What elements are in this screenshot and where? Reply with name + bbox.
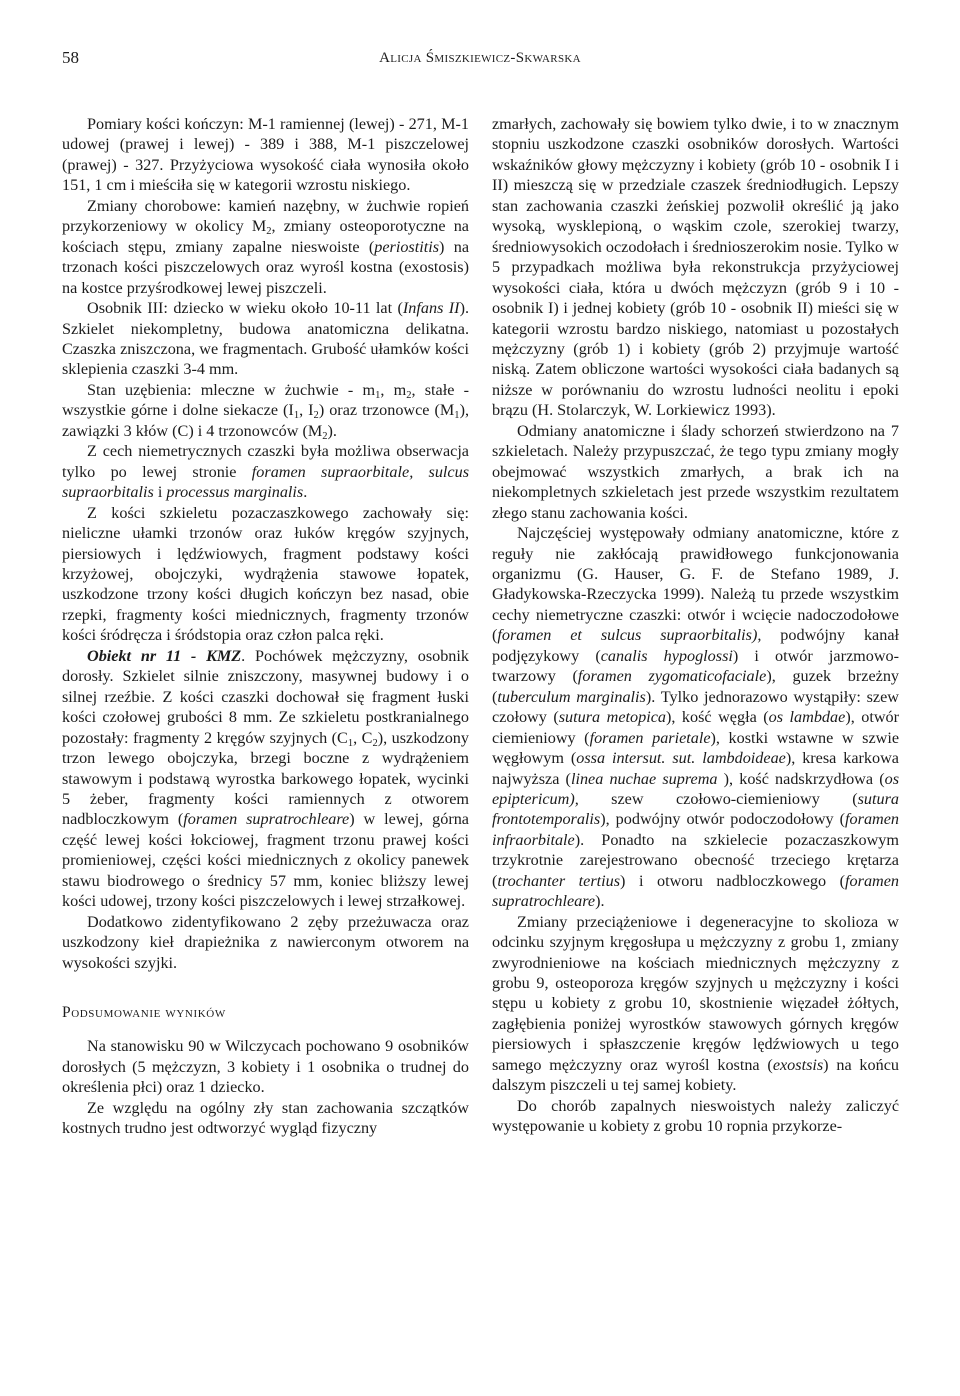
paragraph: Obiekt nr 11 - KMZ. Pochówek mężczyzny, osobnik dorosły. Szkielet silnie zniszczony, masywnej budowy i o silnej rzeźbie. Z kości czaszki dochował się fragment łuski kości czołowej grubości 8 mm. Ze szkieletu postkranialnego pozostały: fragmenty 2 kręgów szyjnych ($C_1$, $C_2$), uszkodzony trzon lewego obojczyka, brzegi boczne z wydrążeniem stawowym i podstawą wyrostka barkowego łopatek, wycinki 5 żeber, fragmenty kości ramiennych z otworem nadbloczkowym (foramen supratrochleare) w lewej, górna część lewej kości łokciowej, fragment trzonu prawej kości promieniowej, części kości miednicznych z okolicy panewek stawu biodrowego o średnicy 57 mm, koniec bliższy lewej kości udowej, trzony kości piszczelowych i lewej strzałkowej. xyxy=(62,646,469,911)
paragraph: Pomiary kości kończyn: M-1 ramiennej (lewej) - 271, M-1 udowej (prawej i lewej) - 389 i 388, M-1 piszczelowej (prawej) - 327. Przyżyciowa wysokość ciała wynosiła około 151, 1 cm i mieściła się w kategorii wzrostu niskiego. xyxy=(62,115,469,195)
paragraph: Dodatkowo zidentyfikowano 2 zęby przeżuwacza oraz uszkodzony kieł drapieżnika z nawierconym otworem na wysokości szyjki. xyxy=(62,912,469,972)
paragraph: Z cech niemetrycznych czaszki była możliwa obserwacja tylko po lewej stronie foramen supraorbitale, sulcus supraorbitalis i processus marginalis. xyxy=(62,442,470,502)
page-number: 58 xyxy=(62,48,79,67)
paragraph: Stan uzębienia: mleczne w żuchwie - $m_1$, $m_2$, stałe - wszystkie górne i dolne siekacze ($I_1$, $I_2$) oraz trzonowce $(M_1)$, zawiązki 3 kłów (C) i 4 trzonowców $(M_2)$. xyxy=(62,380,469,442)
paragraph: Z kości szkieletu pozaczaszkowego zachowały się: nieliczne ułamki trzonów oraz łuków kręgów szyjnych, piersiowych i lędźwiowych, fragment podstawy kości krzyżowej, obojczyki, wydrążenia stawowe łopatek, uszkodzone trzony kości długich kończyn bez nasad, obie rzepki, fragmenty kości miednicznych, fragmenty trzonów kości śródręcza i śródstopia oraz człon palca ręki. xyxy=(62,503,469,645)
paragraph: Najczęściej występowały odmiany anatomiczne, które z reguły nie zakłócają prawidłowego funkcjonowania organizmu (G. Hauser, G. F. de Stefano 1989, J. Gładykowska-Rzeczycka 1999). Należą tu przede wszystkim cechy niemetryczne czaszki: otwór i wcięcie nadoczodołowe (foramen et sulcus supraorbitalis), podwójny kanał podjęzykowy (canalis hypoglossi) i otwór jarzmowo-twarzowy (foramen zygomaticofaciale), guzek brzeżny (tuberculum marginalis). Tylko jednorazowo wystąpiły: szew czołowy (sutura metopica), kość węgła (os lambdae), otwór ciemieniowy (foramen parietale), kostki wstawne w szwie węgłowym (ossa intersut. sut. lambdoideae), kresa karkowa najwyższa (linea nuchae suprema ), kość nadskrzydłowa (os epiptericum), szew czołowo-ciemieniowy (sutura frontotemporalis), podwójny otwór podoczodołowy (foramen infraorbitale). Ponadto na szkielecie pozaczaszkowym trzykrotnie zarejestrowano obecność trzeciego krętarza (trochanter tertius) i otworu nadbloczkowego (foramen supratrochleare). xyxy=(492,524,900,911)
paragraph: Na stanowisku 90 w Wilczycach pochowano 9 osobników dorosłych (5 mężczyzn, 3 kobiety i 1 osobnika o trudnej do określenia płci) oraz 1 dziecko. xyxy=(62,1037,469,1097)
section-heading: Podsumowanie wyników xyxy=(62,1004,226,1022)
paragraph: zmarłych, zachowały się bowiem tylko dwie, i to w znacznym stopniu uszkodzone czaszki osobników dorosłych. Wartości wskaźników głowy mężczyzny i kobiety (grób 10 - osobnik I i II) mieszczą się w przedziale czaszek średniodługich. Lepszy stan zachowania czaszki żeńskiej pozwolił określić ją jako wysoką, wysklepioną, o wąskim czole, szerokiej twarzy, średniowysokich oczodołach i średnioszerokim nosie. Tylko w 5 przypadkach możliwa była rekonstrukcja przyżyciowej wysokości ciała, która u dwóch mężczyzn (grób 9 i 10 - osobnik I) i jednej kobiety (grób 10 - osobnik II) mieści się w kategorii wzrostu bardzo niskiego, natomiast u pozostałych mężczyzny (grób 1) i kobiety (grób 2) przyjmuje wartość niską. Zatem obliczone wartości wysokości ciała badanych są niższe w porównaniu do wzrostu ludności neolitu i epoki brązu (H. Stolarczyk, W. Lorkiewicz 1993). xyxy=(492,115,899,420)
paragraph: Osobnik III: dziecko w wieku około 10-11 lat (Infans II). Szkielet niekompletny, budowa anatomiczna delikatna. Czaszka zniszczona, we fragmentach. Grubość ułamków kości sklepienia czaszki 3-4 mm. xyxy=(62,299,469,379)
right-column xyxy=(492,114,899,1137)
left-column xyxy=(62,114,469,1139)
paragraph: Do chorób zapalnych nieswoistych należy zaliczyć występowanie u kobiety z grobu 10 ropnia przykorze- xyxy=(492,1096,899,1136)
paragraph: Ze względu na ogólny zły stan zachowania szczątków kostnych trudno jest odtworzyć wygląd fizyczny xyxy=(62,1098,469,1138)
paragraph: Zmiany przeciążeniowe i degeneracyjne to skolioza w odcinku szyjnym kręgosłupa u mężczyzny z grobu 1, zmiany zwyrodnieniowe na kościach miednicznych mężczyzny z grobu 9, osteoporoza kręgów szyjnych u mężczyzny i kości stępu u kobiety z grobu 10, skostnienie więzadeł żółtych, zagłębienia poniżej wyrostków stawowych górnych kręgów piersiowych i spłaszczenie kręgów lędźwiowych u tego samego mężczyzny oraz wyrośl kostna (exostsis) na końcu dalszym piszczeli u tej samej kobiety. xyxy=(492,912,899,1095)
page-header xyxy=(0,0,960,90)
object-title: Obiekt nr 11 - KMZ xyxy=(87,646,242,665)
running-head-author: Alicja Śmiszkiewicz-Skwarska xyxy=(379,50,581,66)
paragraph: Zmiany chorobowe: kamień nazębny, w żuchwie ropień przykorzeniowy w okolicy $M_2$, zmiany osteoporotyczne na kościach stępu, zmiany zapalne nieswoiste (periostitis) na trzonach kości piszczelowych oraz wyrośl kostna (exostosis) na kostce przyśrodkowej lewej piszczeli. xyxy=(62,196,470,297)
paragraph: Odmiany anatomiczne i ślady schorzeń stwierdzono na 7 szkieletach. Należy przypuszczać, że tego typu zmiany mogły obejmować wszystkich zmarłych, a brak ich na niekompletnych szkieletach jest przede wszystkim rezultatem złego stanu zachowania kości. xyxy=(492,421,899,522)
